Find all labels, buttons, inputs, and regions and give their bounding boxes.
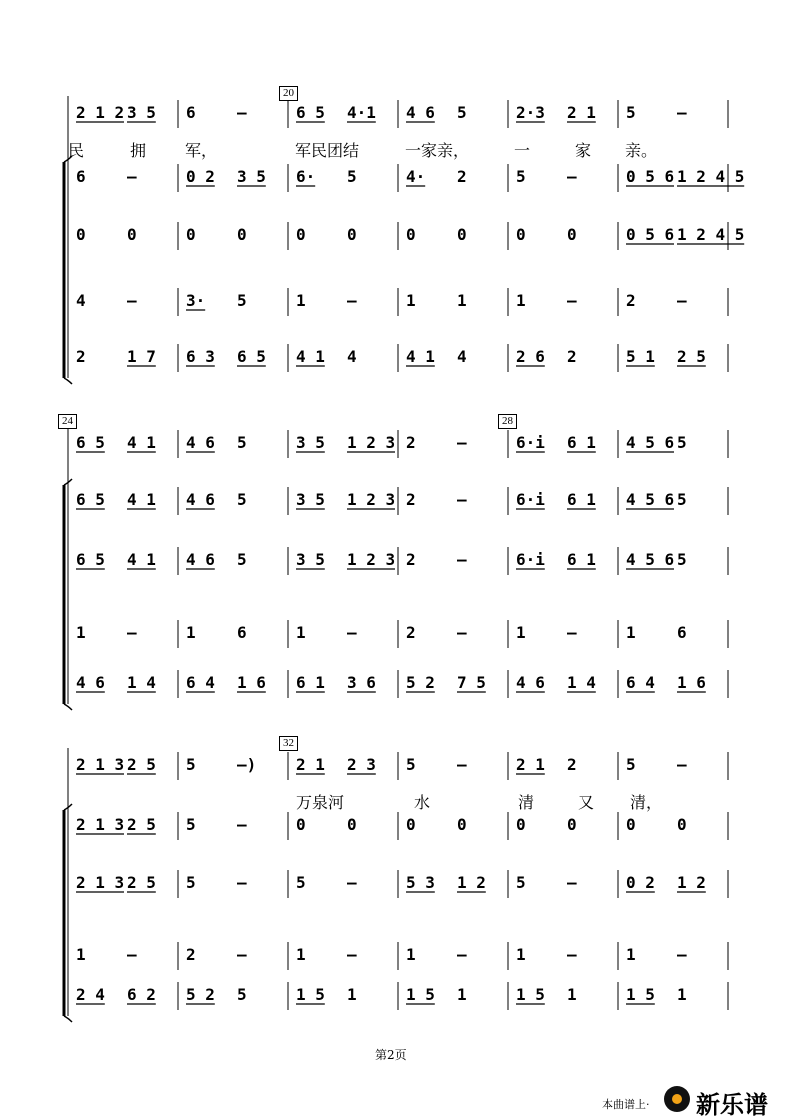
note-group: – (127, 945, 137, 964)
note-group: 7 5 (457, 673, 486, 692)
note-group: 1 (457, 291, 467, 310)
lyric: 清 (518, 793, 535, 812)
note-group: 5 (237, 490, 247, 509)
note-group: – (457, 755, 467, 774)
note-group: 1 (296, 945, 306, 964)
note-group: 2 4 (76, 985, 105, 1004)
note-group: 4 6 (76, 673, 105, 692)
note-group: 4·1 (347, 103, 376, 122)
note-group: 4 (347, 347, 357, 366)
note-group: 2 1 3 (76, 815, 125, 834)
note-group: 0 (347, 225, 357, 244)
note-group: 0 (626, 815, 636, 834)
note-group: 5 1 (626, 347, 655, 366)
note-group: 1 2 (457, 873, 486, 892)
note-group: 4 6 (186, 550, 215, 569)
lyric: 军， (185, 141, 218, 160)
note-group: 6 5 (237, 347, 266, 366)
note-group: – (677, 291, 687, 310)
note-group: 1 (296, 291, 306, 310)
note-group: 2 5 (127, 755, 156, 774)
note-group: – (237, 873, 247, 892)
note-group: 5 (677, 550, 687, 569)
note-group: 1 (76, 623, 86, 642)
note-group: 4 5 6 (626, 433, 675, 452)
note-group: 2 (186, 945, 196, 964)
lyric: 军民团结 (295, 141, 360, 160)
rehearsal-mark-20: 20 (279, 86, 298, 101)
note-group: 0 (567, 815, 577, 834)
note-group: 1 5 (516, 985, 545, 1004)
note-group: 2 (76, 347, 86, 366)
note-group: 1 (516, 623, 526, 642)
note-group: 2 1 3 (76, 873, 125, 892)
note-group: – (677, 103, 687, 122)
note-group: 1 4 (127, 673, 156, 692)
note-group: 2 (457, 167, 467, 186)
note-group: – (347, 945, 357, 964)
note-group: – (567, 623, 577, 642)
note-group: 6·i (516, 550, 545, 569)
note-group: – (457, 550, 467, 569)
note-group: 6 4 (186, 673, 215, 692)
note-group: – (567, 291, 577, 310)
note-group: 0 (677, 815, 687, 834)
note-group: 4 5 6 (626, 550, 675, 569)
note-group: 1 7 (127, 347, 156, 366)
note-group: 0 (457, 225, 467, 244)
note-group: 5 (677, 490, 687, 509)
note-group: 3 5 (127, 103, 156, 122)
note-group: – (677, 755, 687, 774)
note-group: 6· (296, 167, 316, 186)
note-group: 4 1 (127, 490, 156, 509)
note-group: 3 5 (296, 433, 325, 452)
note-group: 2 1 (567, 103, 596, 122)
note-group: 1 (516, 291, 526, 310)
note-group: 5 (457, 103, 467, 122)
note-group: 6·i (516, 490, 545, 509)
lyric: 一 (514, 141, 531, 160)
note-group: – (457, 433, 467, 452)
note-group: 2 1 (516, 755, 545, 774)
note-group: 4 6 (186, 433, 215, 452)
note-group: 2 5 (127, 873, 156, 892)
lyric: 亲。 (625, 141, 658, 160)
note-group: 6 4 (626, 673, 655, 692)
note-group: 1 (626, 945, 636, 964)
note-group: – (457, 623, 467, 642)
note-group: 2 1 (296, 755, 325, 774)
note-group: 1 2 4 5 (677, 225, 745, 244)
note-group: 2 (406, 490, 416, 509)
note-group: 5 (296, 873, 306, 892)
note-group: 5 (237, 550, 247, 569)
note-group: – (237, 103, 247, 122)
note-group: 0 5 6 (626, 167, 675, 186)
note-group: 2 1 2 (76, 103, 125, 122)
note-group: –) (237, 755, 257, 774)
note-group: 6 1 (296, 673, 325, 692)
note-group: 5 (677, 433, 687, 452)
note-group: 1 6 (677, 673, 706, 692)
note-group: 1 5 (406, 985, 435, 1004)
note-group: 1 2 3 (347, 433, 396, 452)
note-group: 6 1 (567, 433, 596, 452)
note-group: 5 2 (406, 673, 435, 692)
rehearsal-mark-28: 28 (498, 414, 517, 429)
note-group: 4 1 (127, 433, 156, 452)
note-group: 5 (516, 873, 526, 892)
note-group: 6 1 (567, 550, 596, 569)
note-group: 5 (237, 433, 247, 452)
note-group: 1 (626, 623, 636, 642)
note-group: 4 1 (127, 550, 156, 569)
note-group: 4 (76, 291, 86, 310)
note-group: 0 (127, 225, 137, 244)
note-group: – (567, 167, 577, 186)
page-number: 第2页 (375, 1048, 407, 1062)
note-group: 1 2 3 (347, 550, 396, 569)
note-group: 2 3 (347, 755, 376, 774)
note-group: 1 2 3 (347, 490, 396, 509)
footer-source-text: 本曲谱上· (602, 1098, 650, 1111)
lyric: 又 (578, 793, 595, 812)
note-group: 2 5 (127, 815, 156, 834)
note-group: 0 (296, 815, 306, 834)
note-group: – (567, 873, 577, 892)
note-group: 0 (186, 225, 196, 244)
rehearsal-mark-24: 24 (58, 414, 77, 429)
note-group: 1 (76, 945, 86, 964)
note-group: 5 3 (406, 873, 435, 892)
note-group: 2 (406, 623, 416, 642)
note-group: 5 (186, 815, 196, 834)
note-group: 1 (347, 985, 357, 1004)
note-group: 6 (677, 623, 687, 642)
note-group: 0 (237, 225, 247, 244)
lyric: 万泉河 (296, 793, 345, 812)
note-group: 3 5 (296, 550, 325, 569)
note-group: 1 (406, 945, 416, 964)
lyric: 拥 (130, 141, 147, 160)
note-group: 0 (347, 815, 357, 834)
note-group: 2 1 3 (76, 755, 125, 774)
note-group: 4 1 (406, 347, 435, 366)
note-group: 4 1 (296, 347, 325, 366)
note-group: 6 (237, 623, 247, 642)
note-group: 6·i (516, 433, 545, 452)
note-group: 3· (186, 291, 206, 310)
lyric: 水 (414, 793, 431, 812)
note-group: 1 5 (296, 985, 325, 1004)
note-group: 1 (186, 623, 196, 642)
note-group: 4 5 6 (626, 490, 675, 509)
note-group: 2 (406, 433, 416, 452)
note-group: 6 1 (567, 490, 596, 509)
note-group: 2 (567, 347, 577, 366)
note-group: 4· (406, 167, 426, 186)
note-group: 2 (567, 755, 577, 774)
lyric: 一家亲， (405, 141, 470, 160)
note-group: 1 4 (567, 673, 596, 692)
note-group: 2·3 (516, 103, 545, 122)
note-group: 6 (186, 103, 196, 122)
note-group: – (457, 490, 467, 509)
note-group: 0 2 (186, 167, 215, 186)
lyric: 清， (630, 793, 663, 812)
note-group: 0 (457, 815, 467, 834)
note-group: 5 (516, 167, 526, 186)
note-group: 2 5 (677, 347, 706, 366)
note-group: 1 6 (237, 673, 266, 692)
note-group: 0 (516, 815, 526, 834)
brand-logo-text: 新乐谱 (696, 1091, 768, 1119)
note-group: 1 (406, 291, 416, 310)
note-group: – (127, 167, 137, 186)
note-group: 3 5 (296, 490, 325, 509)
note-group: 6 5 (76, 433, 105, 452)
note-group: 0 2 (626, 873, 655, 892)
note-group: 2 (406, 550, 416, 569)
note-group: 5 2 (186, 985, 215, 1004)
note-group: 6 (76, 167, 86, 186)
note-group: 0 (406, 225, 416, 244)
note-group: – (347, 291, 357, 310)
note-group: 6 5 (76, 550, 105, 569)
note-group: – (127, 291, 137, 310)
note-group: 5 (406, 755, 416, 774)
note-group: – (457, 945, 467, 964)
note-group: 6 5 (296, 103, 325, 122)
note-group: 5 (186, 873, 196, 892)
record-disc-icon (664, 1086, 690, 1112)
note-group: 5 (626, 755, 636, 774)
note-group: – (347, 623, 357, 642)
note-group: 1 5 (626, 985, 655, 1004)
note-group: – (567, 945, 577, 964)
note-group: 6 3 (186, 347, 215, 366)
note-group: – (237, 815, 247, 834)
rehearsal-mark-32: 32 (279, 736, 298, 751)
note-group: 5 (237, 985, 247, 1004)
lyric: 家 (575, 141, 592, 160)
note-group: 3 6 (347, 673, 376, 692)
note-group: 4 6 (406, 103, 435, 122)
note-group: 1 (516, 945, 526, 964)
note-group: 1 (567, 985, 577, 1004)
note-group: 4 6 (516, 673, 545, 692)
note-group: – (127, 623, 137, 642)
note-group: 4 (457, 347, 467, 366)
lyric: 民 (68, 141, 85, 160)
note-group: 5 (626, 103, 636, 122)
note-group: 0 (406, 815, 416, 834)
note-group: 1 2 4 5 (677, 167, 745, 186)
note-group: – (677, 945, 687, 964)
note-group: 0 (76, 225, 86, 244)
note-group: 3 5 (237, 167, 266, 186)
note-group: 0 5 6 (626, 225, 675, 244)
note-group: 1 (296, 623, 306, 642)
note-group: 5 (347, 167, 357, 186)
note-group: 5 (186, 755, 196, 774)
note-group: 0 (567, 225, 577, 244)
note-group: 2 6 (516, 347, 545, 366)
note-group: 0 (296, 225, 306, 244)
note-group: 2 (626, 291, 636, 310)
note-group: 1 (457, 985, 467, 1004)
note-group: 1 2 (677, 873, 706, 892)
note-group: 4 6 (186, 490, 215, 509)
note-group: 1 (677, 985, 687, 1004)
note-group: 6 5 (76, 490, 105, 509)
note-group: 5 (237, 291, 247, 310)
note-group: – (347, 873, 357, 892)
note-group: 6 2 (127, 985, 156, 1004)
note-group: – (237, 945, 247, 964)
note-group: 0 (516, 225, 526, 244)
